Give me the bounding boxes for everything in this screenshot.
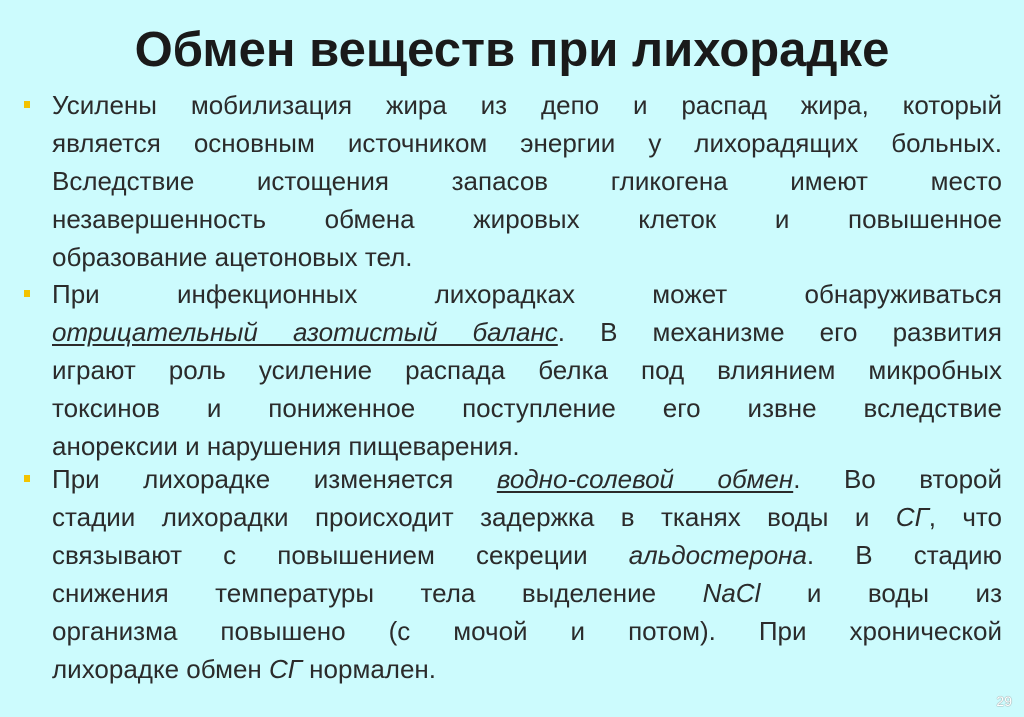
text-span: . В стадию [806,540,1002,570]
text-line [52,464,1002,494]
text-line [52,317,1002,347]
text-span: . В механизме его развития [557,317,1002,347]
bullet-square-icon [24,475,30,482]
page-number: 29 [996,693,1012,709]
text-span: стадии лихорадки происходит задержка в тканях воды и [52,502,896,532]
text-line: токсинов и пониженное поступление его извне вследствие [52,393,1002,423]
text-line [52,502,1002,532]
text-span: . Во второй [793,464,1003,494]
text-span: лихорадке обмен [52,654,270,684]
text-line: играют роль усиление распада белка под влиянием микробных [52,355,1002,385]
text-span: снижения температуры тела выделение [52,578,703,608]
emphasis-term: водно-солевой обмен [496,464,794,494]
text-line: Вследствие истощения запасов гликогена имеют место [52,166,1002,196]
text-span: При лихорадке изменяется [52,464,497,494]
bullet-square-icon [24,290,30,297]
text-line [52,578,1002,608]
bullet-square-icon [24,101,30,108]
text-line [52,654,1002,684]
emphasis-term: отрицательный азотистый баланс [52,317,558,347]
text-line: незавершенность обмена жировых клеток и повышенное [52,204,1002,234]
emphasis-term: СГ [269,654,302,684]
text-line [52,540,1002,570]
slide-title: Обмен веществ при лихорадке [134,23,890,77]
text-span: нормален. [301,654,436,684]
text-line: является основным источником энергии у лихорадящих больных. [52,128,1002,158]
emphasis-term: СГ [895,502,929,532]
text-line: образование ацетоновых тел. [52,242,413,272]
text-line: анорексии и нарушения пищеварения. [52,431,520,461]
text-span: связывают с повышением секреции [52,540,629,570]
text-span: , что [928,502,1002,532]
text-line: Усилены мобилизация жира из депо и распад жира, который [52,90,1002,120]
emphasis-term: NaCl [702,578,761,608]
text-line: организма повышено (с мочой и потом). При хронической [52,616,1002,646]
text-line: При инфекционных лихорадках может обнаруживаться [52,279,1002,309]
text-span: и воды из [760,578,1003,608]
emphasis-term: альдостерона [628,540,807,570]
